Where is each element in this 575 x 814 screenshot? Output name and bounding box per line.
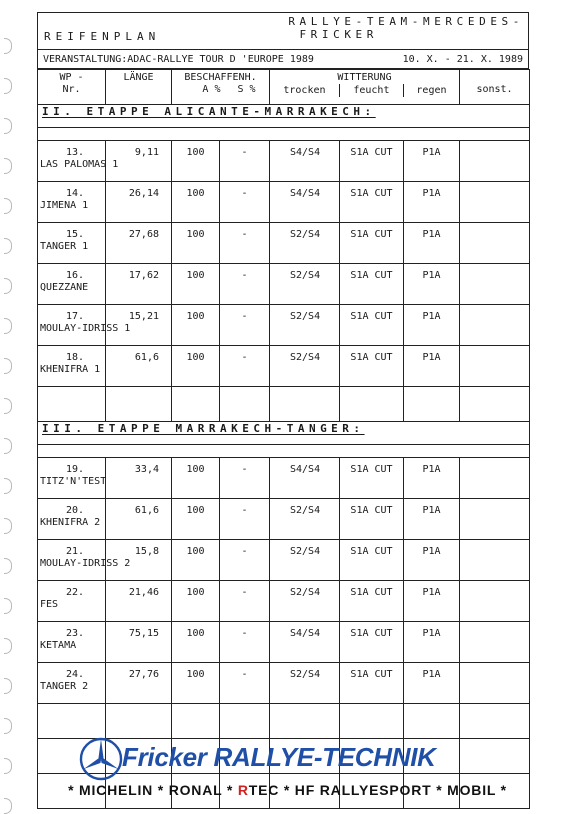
other-cell — [460, 581, 530, 622]
wet-tire-cell: S1A CUT — [340, 499, 404, 540]
binding-ring — [4, 638, 12, 654]
asphalt-pct-cell: 100 — [172, 540, 220, 581]
dry-tire-cell: S2/S4 — [270, 540, 340, 581]
sponsor-text: TEC * HF RALLYESPORT * MOBIL * — [248, 782, 507, 798]
event-line — [37, 49, 529, 69]
rain-tire-cell: P1A — [404, 141, 460, 182]
wet-tire-cell: S1A CUT — [340, 540, 404, 581]
col-witterung: WITTERUNG trocken feucht regen — [270, 70, 460, 105]
wp-number: 14. — [66, 188, 85, 199]
wet-tire-cell: S1A CUT — [340, 458, 404, 499]
other-cell — [460, 499, 530, 540]
other-cell — [460, 305, 530, 346]
spacer-cell — [38, 128, 530, 141]
wp-cell — [38, 458, 106, 499]
wp-location: FES — [40, 599, 59, 610]
binding-ring — [4, 278, 12, 294]
length-cell: 75,15 — [106, 622, 172, 663]
table-row — [38, 223, 530, 264]
tire-table — [37, 69, 530, 809]
dry-tire-cell: S4/S4 — [270, 141, 340, 182]
wet-tire-cell: S1A CUT — [340, 264, 404, 305]
wp-cell — [38, 499, 106, 540]
asphalt-pct-cell: 100 — [172, 141, 220, 182]
asphalt-pct-cell: 100 — [172, 458, 220, 499]
event-name: VERANSTALTUNG:ADAC-RALLYE TOUR D 'EUROPE 1989 — [43, 53, 314, 65]
wp-number: 22. — [66, 587, 85, 598]
sponsor-footer — [0, 732, 575, 813]
wet-tire-cell: S1A CUT — [340, 182, 404, 223]
other-cell — [460, 264, 530, 305]
length-cell: 17,62 — [106, 264, 172, 305]
binding-ring — [4, 678, 12, 694]
asphalt-pct-cell: 100 — [172, 622, 220, 663]
wp-cell — [38, 223, 106, 264]
stage-heading-row — [38, 422, 530, 445]
rain-tire-cell: P1A — [404, 182, 460, 223]
dry-tire-cell: S4/S4 — [270, 622, 340, 663]
gravel-pct-cell: - — [220, 622, 270, 663]
table-row — [38, 182, 530, 223]
length-cell: 26,14 — [106, 182, 172, 223]
tire-plan-sheet — [37, 12, 529, 809]
wp-number: 20. — [66, 505, 85, 516]
length-cell: 61,6 — [106, 499, 172, 540]
asphalt-pct-cell: 100 — [172, 581, 220, 622]
stage-title: II. ETAPPE ALICANTE-MARRAKECH: — [38, 105, 530, 128]
blank-cell — [172, 387, 220, 422]
wp-location: MOULAY-IDRISS 1 — [40, 323, 131, 334]
table-row — [38, 141, 530, 182]
col-beschaffenheit: BESCHAFFENH. A % S % — [172, 70, 270, 105]
wp-number: 24. — [66, 669, 85, 680]
gravel-pct-cell: - — [220, 499, 270, 540]
blank-cell — [404, 387, 460, 422]
event-dates: 10. X. - 21. X. 1989 — [402, 53, 523, 65]
wp-number: 13. — [66, 147, 85, 158]
wp-cell — [38, 622, 106, 663]
table-row — [38, 581, 530, 622]
table-row — [38, 499, 530, 540]
asphalt-pct-cell: 100 — [172, 182, 220, 223]
spiral-binding — [4, 0, 14, 813]
other-cell — [460, 458, 530, 499]
sheet-header — [37, 12, 529, 49]
wp-location: TANGER 2 — [40, 681, 89, 692]
col-wp: WP - Nr. — [38, 70, 106, 105]
asphalt-pct-cell: 100 — [172, 305, 220, 346]
length-cell: 9,11 — [106, 141, 172, 182]
dry-tire-cell: S2/S4 — [270, 346, 340, 387]
wp-number: 15. — [66, 229, 85, 240]
binding-ring — [4, 78, 12, 94]
rain-tire-cell: P1A — [404, 305, 460, 346]
length-cell: 61,6 — [106, 346, 172, 387]
length-cell: 15,21 — [106, 305, 172, 346]
binding-ring — [4, 238, 12, 254]
rain-tire-cell: P1A — [404, 223, 460, 264]
wp-location: TITZ'N'TEST — [40, 476, 107, 487]
length-cell: 33,4 — [106, 458, 172, 499]
other-cell — [460, 540, 530, 581]
gravel-pct-cell: - — [220, 458, 270, 499]
dry-tire-cell: S2/S4 — [270, 223, 340, 264]
sponsor-line — [0, 782, 575, 798]
gravel-pct-cell: - — [220, 581, 270, 622]
binding-ring — [4, 518, 12, 534]
binding-ring — [4, 198, 12, 214]
wet-tire-cell: S1A CUT — [340, 581, 404, 622]
dry-tire-cell: S2/S4 — [270, 581, 340, 622]
wet-tire-cell: S1A CUT — [340, 346, 404, 387]
gravel-pct-cell: - — [220, 305, 270, 346]
dry-tire-cell: S4/S4 — [270, 458, 340, 499]
wp-cell — [38, 663, 106, 704]
wp-location: TANGER 1 — [40, 241, 89, 252]
binding-ring — [4, 438, 12, 454]
other-cell — [460, 663, 530, 704]
team-title-line-2: FRICKER — [299, 28, 378, 41]
length-cell: 21,46 — [106, 581, 172, 622]
gravel-pct-cell: - — [220, 182, 270, 223]
asphalt-pct-cell: 100 — [172, 264, 220, 305]
length-cell: 27,76 — [106, 663, 172, 704]
binding-ring — [4, 558, 12, 574]
asphalt-pct-cell: 100 — [172, 663, 220, 704]
brand-name: Fricker RALLYE-TECHNIK — [122, 742, 436, 772]
other-cell — [460, 622, 530, 663]
wet-tire-cell: S1A CUT — [340, 141, 404, 182]
wp-number: 16. — [66, 270, 85, 281]
gravel-pct-cell: - — [220, 663, 270, 704]
wp-location: MOULAY-IDRISS 2 — [40, 558, 131, 569]
gravel-pct-cell: - — [220, 141, 270, 182]
blank-cell — [38, 387, 106, 422]
team-title-line-1: RALLYE-TEAM-MERCEDES- — [288, 15, 524, 28]
rain-tire-cell: P1A — [404, 581, 460, 622]
binding-ring — [4, 118, 12, 134]
col-laenge: LÄNGE — [106, 70, 172, 105]
gravel-pct-cell: - — [220, 540, 270, 581]
table-row — [38, 663, 530, 704]
wp-location: KHENIFRA 1 — [40, 364, 101, 375]
blank-cell — [220, 387, 270, 422]
dry-tire-cell: S2/S4 — [270, 305, 340, 346]
dry-tire-cell: S2/S4 — [270, 663, 340, 704]
sponsor-text: * MICHELIN * RONAL * — [68, 782, 238, 798]
other-cell — [460, 182, 530, 223]
wp-number: 19. — [66, 464, 85, 475]
binding-ring — [4, 318, 12, 334]
spacer-cell — [38, 445, 530, 458]
wet-tire-cell: S1A CUT — [340, 305, 404, 346]
table-row — [38, 458, 530, 499]
blank-row — [38, 387, 530, 422]
wp-number: 18. — [66, 352, 85, 363]
rain-tire-cell: P1A — [404, 540, 460, 581]
other-cell — [460, 346, 530, 387]
gravel-pct-cell: - — [220, 223, 270, 264]
wp-location: JIMENA 1 — [40, 200, 89, 211]
binding-ring — [4, 598, 12, 614]
mercedes-star-icon — [78, 736, 124, 782]
length-cell: 15,8 — [106, 540, 172, 581]
sponsor-text: R — [237, 782, 249, 798]
plan-title: REIFENPLAN — [44, 30, 161, 43]
other-cell — [460, 223, 530, 264]
col-sonst: sonst. — [460, 70, 530, 105]
asphalt-pct-cell: 100 — [172, 223, 220, 264]
wp-location: LAS PALOMAS 1 — [40, 159, 119, 170]
wp-location: KETAMA — [40, 640, 77, 651]
binding-ring — [4, 38, 12, 54]
table-row — [38, 346, 530, 387]
table-row — [38, 264, 530, 305]
rain-tire-cell: P1A — [404, 622, 460, 663]
wp-cell — [38, 346, 106, 387]
wp-cell — [38, 540, 131, 581]
blank-cell — [340, 387, 404, 422]
wet-tire-cell: S1A CUT — [340, 223, 404, 264]
dry-tire-cell: S2/S4 — [270, 264, 340, 305]
rain-tire-cell: P1A — [404, 346, 460, 387]
wp-cell — [38, 182, 106, 223]
rain-tire-cell: P1A — [404, 499, 460, 540]
spacer-row — [38, 128, 530, 141]
wet-tire-cell: S1A CUT — [340, 663, 404, 704]
stage-title: III. ETAPPE MARRAKECH-TANGER: — [38, 422, 530, 445]
binding-ring — [4, 398, 12, 414]
wp-cell — [38, 305, 131, 346]
wp-cell — [38, 581, 106, 622]
other-cell — [460, 141, 530, 182]
gravel-pct-cell: - — [220, 264, 270, 305]
blank-cell — [460, 387, 530, 422]
spacer-row — [38, 445, 530, 458]
wp-number: 23. — [66, 628, 85, 639]
table-row — [38, 540, 530, 581]
rain-tire-cell: P1A — [404, 663, 460, 704]
wp-location: QUEZZANE — [40, 282, 89, 293]
stage-heading-row — [38, 105, 530, 128]
asphalt-pct-cell: 100 — [172, 346, 220, 387]
binding-ring — [4, 478, 12, 494]
column-header-row — [38, 70, 530, 105]
rain-tire-cell: P1A — [404, 264, 460, 305]
length-cell: 27,68 — [106, 223, 172, 264]
blank-cell — [106, 387, 172, 422]
wp-number: 17. — [66, 311, 85, 322]
dry-tire-cell: S4/S4 — [270, 182, 340, 223]
binding-ring — [4, 358, 12, 374]
dry-tire-cell: S2/S4 — [270, 499, 340, 540]
table-row — [38, 622, 530, 663]
wp-location: KHENIFRA 2 — [40, 517, 101, 528]
wp-cell — [38, 264, 106, 305]
wp-cell — [38, 141, 119, 182]
gravel-pct-cell: - — [220, 346, 270, 387]
wet-tire-cell: S1A CUT — [340, 622, 404, 663]
blank-cell — [270, 387, 340, 422]
asphalt-pct-cell: 100 — [172, 499, 220, 540]
wp-number: 21. — [66, 546, 85, 557]
rain-tire-cell: P1A — [404, 458, 460, 499]
binding-ring — [4, 158, 12, 174]
table-row — [38, 305, 530, 346]
